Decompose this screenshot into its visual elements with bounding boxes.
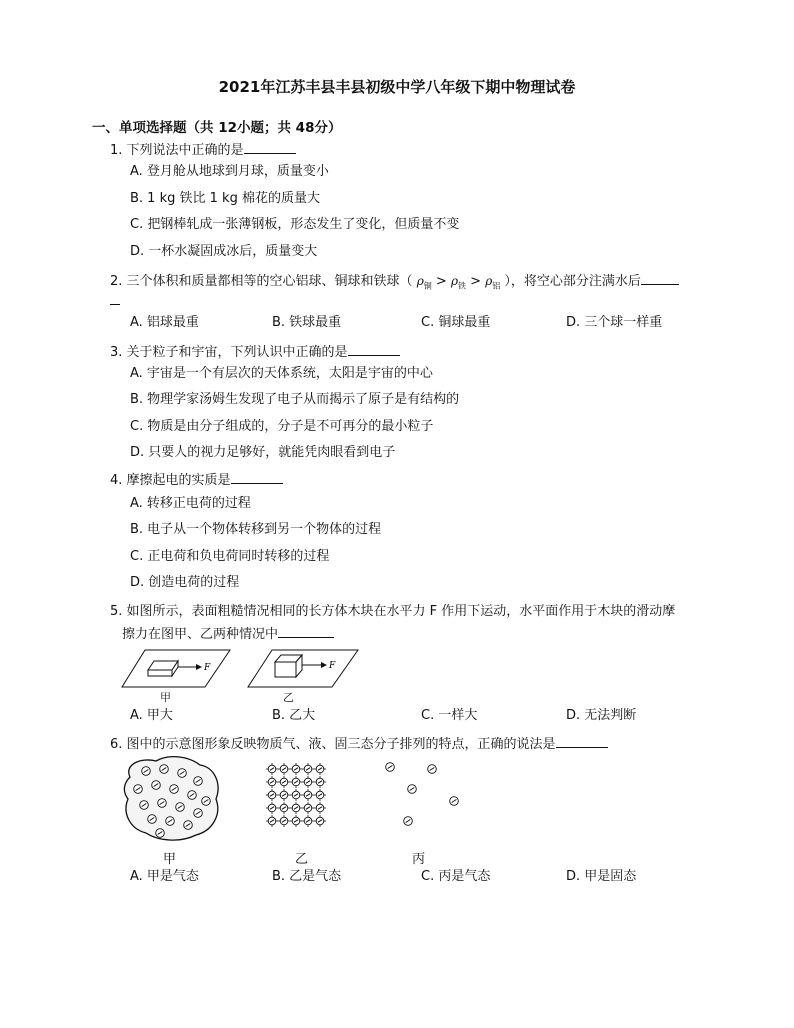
question-5-option-c: C. 一样大	[421, 708, 478, 723]
question-6-figure	[118, 755, 478, 845]
question-4-text: 4. 摩擦起电的实质是	[110, 473, 231, 488]
section-heading: 一、单项选择题（共 12小题；共 48分）	[92, 120, 342, 136]
molecule	[292, 804, 300, 812]
molecule	[408, 785, 417, 794]
molecules-yi	[266, 763, 326, 827]
greater-than-sign: >	[435, 274, 447, 289]
question-2-option-a: A. 铝球最重	[130, 315, 199, 330]
molecule	[194, 777, 203, 786]
molecule	[428, 765, 437, 774]
force-label-jia: F	[204, 663, 211, 673]
block-upright-yi	[275, 655, 302, 677]
molecule	[316, 778, 324, 786]
page-title: 2021年江苏丰县丰县初级中学八年级下期中物理试卷	[218, 78, 576, 96]
question-2-stem	[110, 272, 679, 295]
question-3-option-a: A. 宇宙是一个有层次的天体系统，太阳是宇宙的中心	[130, 366, 433, 381]
answer-blank	[641, 272, 679, 285]
molecule	[386, 763, 395, 772]
molecule	[160, 765, 169, 774]
molecule	[178, 769, 187, 778]
question-2-option-b: B. 铁球最重	[272, 315, 342, 330]
question-1-option-d: D. 一杯水凝固成冰后，质量变大	[130, 244, 318, 259]
question-3-option-c: C. 物质是由分子组成的，分子是不可再分的最小粒子	[130, 419, 434, 434]
question-3-text: 3. 关于粒子和宇宙，下列认识中正确的是	[110, 345, 348, 360]
figure-label-bing-6: 丙	[412, 852, 426, 867]
molecule	[280, 804, 288, 812]
molecule	[316, 817, 324, 825]
molecule	[280, 791, 288, 799]
question-6-stem	[110, 735, 608, 754]
question-2-option-c: C. 铜球最重	[421, 315, 491, 330]
molecule	[170, 785, 179, 794]
question-5-text: 擦力在图甲、乙两种情况中	[122, 627, 279, 642]
question-6-option-b: B. 乙是气态	[272, 869, 342, 884]
answer-blank	[348, 343, 400, 356]
question-1-stem	[110, 141, 296, 160]
answer-blank	[231, 471, 283, 484]
molecule	[166, 817, 175, 826]
molecule	[142, 767, 151, 776]
molecule	[268, 817, 276, 825]
greater-than-sign: >	[470, 274, 482, 289]
question-6-option-a: A. 甲是气态	[130, 869, 199, 884]
question-4-stem	[110, 471, 283, 490]
question-2-text-b: ），将空心部分注满水后	[504, 274, 641, 289]
density-aluminum: $\rho_铝$	[485, 274, 501, 291]
question-6-text: 6. 图中的示意图形象反映物质气、液、固三态分子排列的特点，正确的说法是	[110, 737, 556, 752]
question-4-option-b: B. 电子从一个物体转移到另一个物体的过程	[130, 522, 382, 537]
molecule	[268, 765, 276, 773]
question-6-option-d: D. 甲是固态	[566, 869, 637, 884]
molecule	[194, 809, 203, 818]
molecules-bing	[386, 763, 459, 826]
question-5-option-a: A. 甲大	[130, 708, 173, 723]
molecule	[202, 797, 211, 806]
question-1-option-c: C. 把钢棒轧成一张薄钢板，形态发生了变化，但质量不变	[130, 217, 460, 232]
molecule	[158, 799, 167, 808]
molecule	[268, 778, 276, 786]
figure-label-yi-6: 乙	[295, 852, 309, 867]
molecule	[152, 781, 161, 790]
molecule	[304, 791, 312, 799]
answer-blank	[278, 625, 334, 638]
molecule	[292, 765, 300, 773]
question-1-text: 1. 下列说法中正确的是	[110, 143, 244, 158]
molecule	[304, 778, 312, 786]
molecule	[304, 804, 312, 812]
question-5-figure	[120, 645, 360, 705]
figure-label-jia-6: 甲	[163, 852, 177, 867]
molecule	[404, 817, 413, 826]
figure-label-jia: 甲	[160, 691, 171, 704]
question-5-stem-line-1: 5. 如图所示，表面粗糙情况相同的长方体木块在水平力 F 作用下运动，水平面作用于木块的滑动摩	[110, 604, 676, 619]
question-5-stem-line-2	[122, 625, 334, 644]
molecule	[268, 804, 276, 812]
question-3-option-d: D. 只要人的视力足够好，就能凭肉眼看到电子	[130, 445, 396, 460]
block-flat-jia	[148, 661, 178, 676]
molecule	[156, 829, 165, 838]
molecule	[292, 791, 300, 799]
question-6-option-c: C. 丙是气态	[421, 869, 491, 884]
question-2-option-d: D. 三个球一样重	[566, 315, 663, 330]
molecule	[304, 765, 312, 773]
molecule	[292, 778, 300, 786]
molecule	[304, 817, 312, 825]
question-4-option-a: A. 转移正电荷的过程	[130, 496, 251, 511]
question-1-option-a: A. 登月舱从地球到月球，质量变小	[130, 164, 329, 179]
molecule	[292, 817, 300, 825]
molecule	[188, 791, 197, 800]
answer-blank	[244, 141, 296, 154]
molecule	[148, 815, 157, 824]
density-copper: $\rho_铜$	[416, 274, 432, 291]
question-3-stem	[110, 343, 400, 362]
density-iron: $\rho_铁$	[450, 274, 466, 291]
molecule	[134, 785, 143, 794]
molecule	[280, 778, 288, 786]
molecule	[140, 801, 149, 810]
question-2-text-a: 2. 三个体积和质量都相等的空心铝球、铜球和铁球（	[110, 274, 413, 289]
question-5-option-b: B. 乙大	[272, 708, 316, 723]
molecule	[184, 821, 193, 830]
question-1-option-b: B. 1 kg 铁比 1 kg 棉花的质量大	[130, 191, 320, 206]
figure-label-yi: 乙	[283, 691, 294, 704]
molecule	[176, 803, 185, 812]
molecule	[316, 804, 324, 812]
question-4-option-d: D. 创造电荷的过程	[130, 575, 240, 590]
question-5-option-d: D. 无法判断	[566, 708, 637, 723]
molecule	[316, 791, 324, 799]
molecule	[268, 791, 276, 799]
answer-blank	[556, 735, 608, 748]
molecule	[280, 765, 288, 773]
question-3-option-b: B. 物理学家汤姆生发现了电子从而揭示了原子是有结构的	[130, 392, 460, 407]
question-4-option-c: C. 正电荷和负电荷同时转移的过程	[130, 549, 330, 564]
molecule	[450, 797, 459, 806]
force-label-yi: F	[329, 661, 336, 671]
molecule	[280, 817, 288, 825]
molecule	[316, 765, 324, 773]
answer-blank-continued	[110, 304, 120, 305]
plane-yi	[248, 650, 358, 687]
